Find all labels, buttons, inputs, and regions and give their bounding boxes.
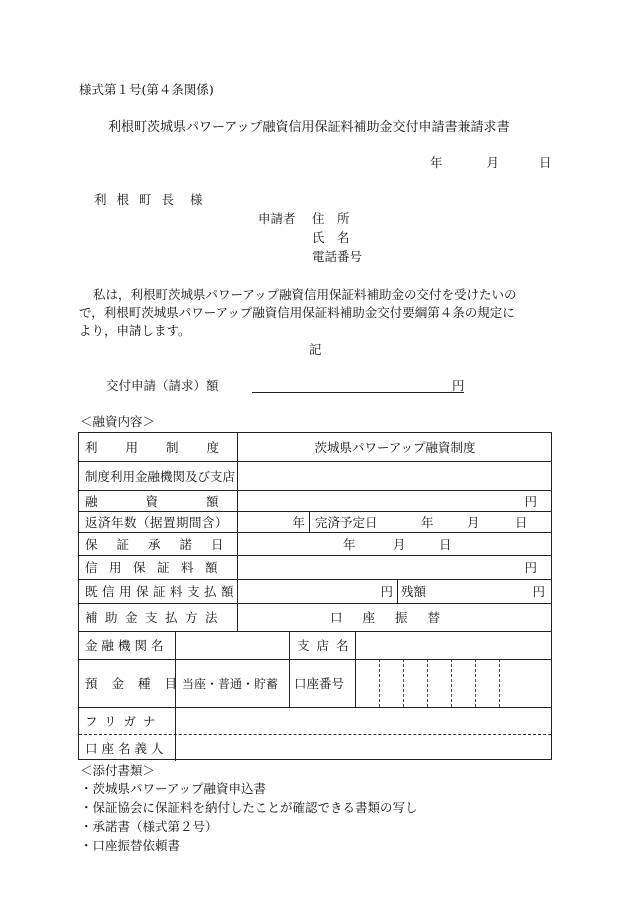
- body-line-3: より，申請します。: [79, 323, 191, 338]
- value-system: 茨城県パワーアップ融資制度: [314, 440, 476, 455]
- label-furigana-text: フリガナ: [85, 713, 163, 729]
- label-guarantee-fee: [85, 555, 229, 579]
- form-title: 利根町茨城県パワーアップ融資信用保証料補助金交付申請書兼請求書: [108, 120, 510, 135]
- label-deposit: [85, 659, 191, 707]
- label-deposit-text: 預金種目: [85, 676, 192, 691]
- label-paid-fee: [85, 579, 238, 603]
- completion-month: 月: [467, 514, 480, 530]
- applicant-name-label: 氏 名: [312, 230, 350, 245]
- label-payment-method: [85, 603, 225, 631]
- attachment-item-3: ・承諾書（様式第２号）: [80, 819, 218, 834]
- label-holder: [85, 734, 168, 761]
- completion-day: 日: [515, 514, 528, 530]
- paid-fee-unit: 円: [380, 584, 393, 599]
- form-number: 様式第１号(第４条関係): [79, 82, 214, 97]
- input-repayment-years[interactable]: [237, 511, 305, 532]
- label-branch: [297, 631, 356, 659]
- loan-amount-unit: 円: [524, 493, 537, 509]
- amount-input-line[interactable]: [252, 392, 464, 393]
- input-balance[interactable]: [439, 579, 545, 603]
- attachment-item-1: ・茨城県パワーアップ融資申込書: [80, 781, 267, 796]
- balance-unit: 円: [532, 584, 545, 599]
- attachment-item-4: ・口座振替依頼書: [80, 838, 181, 853]
- guarantee-day: 日: [439, 536, 452, 552]
- applicant-address-label: 住 所: [312, 211, 350, 226]
- loan-table: [78, 432, 552, 760]
- loan-section-heading: ＜融資内容＞: [80, 414, 156, 429]
- label-institution: 制度利用金融機関及び支店: [85, 468, 236, 484]
- label-bank: [85, 631, 168, 659]
- input-branch[interactable]: [355, 631, 553, 659]
- body-line-2: で，利根町茨城県パワーアップ融資信用保証料補助金交付要綱第４条の規定に: [79, 305, 515, 320]
- label-payment-method-text: 補助金支払方法: [85, 610, 226, 625]
- applicant-label: 申請者: [258, 211, 296, 226]
- label-balance: 残額: [401, 584, 427, 599]
- label-bank-text: 金融機関名: [85, 638, 168, 653]
- date-day: 日: [538, 155, 552, 170]
- ki-mark: 記: [309, 342, 322, 357]
- label-completion: 完済予定日: [315, 514, 378, 530]
- payment-method-text: 口座振替: [329, 610, 460, 625]
- label-system-text: 利用制度: [85, 440, 248, 455]
- input-holder[interactable]: [175, 734, 553, 761]
- label-paid-fee-text: 既信用保証料支払額: [85, 584, 239, 599]
- input-guarantee-fee[interactable]: [237, 555, 537, 579]
- addressee-honorific: 様: [190, 192, 203, 207]
- guarantee-fee-unit: 円: [524, 560, 537, 575]
- label-holder-text: 口座名義人: [85, 740, 168, 756]
- deposit-types[interactable]: 当座・普通・貯蓄: [182, 676, 279, 691]
- repayment-year-unit: 年: [292, 514, 305, 530]
- attachment-item-2: ・保証協会に保証料を納付したことが確認できる書類の写し: [80, 800, 418, 815]
- body-line-1: 私は，利根町茨城県パワーアップ融資信用保証料補助金の交付を受けたいの: [93, 287, 517, 302]
- value-payment-method: [237, 603, 553, 631]
- date-month: 月: [486, 155, 499, 170]
- amount-unit: 円: [452, 378, 465, 393]
- attachments-heading: ＜添付書類＞: [80, 763, 156, 778]
- label-furigana: [85, 707, 162, 734]
- label-branch-text: 支店名: [297, 638, 356, 653]
- label-guarantee-date: [85, 532, 243, 555]
- input-bank[interactable]: [175, 631, 289, 659]
- input-furigana[interactable]: [175, 707, 553, 734]
- label-guarantee-date-text: 保証承諾日: [85, 536, 243, 552]
- completion-year: 年: [421, 514, 434, 530]
- addressee-name: [94, 192, 185, 208]
- input-institution[interactable]: [237, 461, 553, 490]
- label-repayment: 返済年数（据置期間含）: [85, 514, 229, 530]
- guarantee-month: 月: [393, 536, 406, 552]
- date-line: [430, 155, 551, 171]
- addressee-name-text: 利根町長: [94, 192, 185, 207]
- label-system: [85, 433, 248, 461]
- label-loan-amount-text: 融資額: [85, 493, 267, 509]
- amount-label: 交付申請（請求）額: [106, 378, 219, 393]
- input-paid-fee[interactable]: [237, 579, 393, 603]
- label-account-number: 口座番号: [294, 676, 345, 691]
- input-loan-amount[interactable]: [237, 490, 537, 511]
- label-guarantee-fee-text: 信用保証料額: [85, 560, 230, 575]
- guarantee-year: 年: [343, 536, 356, 552]
- date-year: 年: [430, 155, 443, 170]
- applicant-phone-label: 電話番号: [312, 249, 363, 264]
